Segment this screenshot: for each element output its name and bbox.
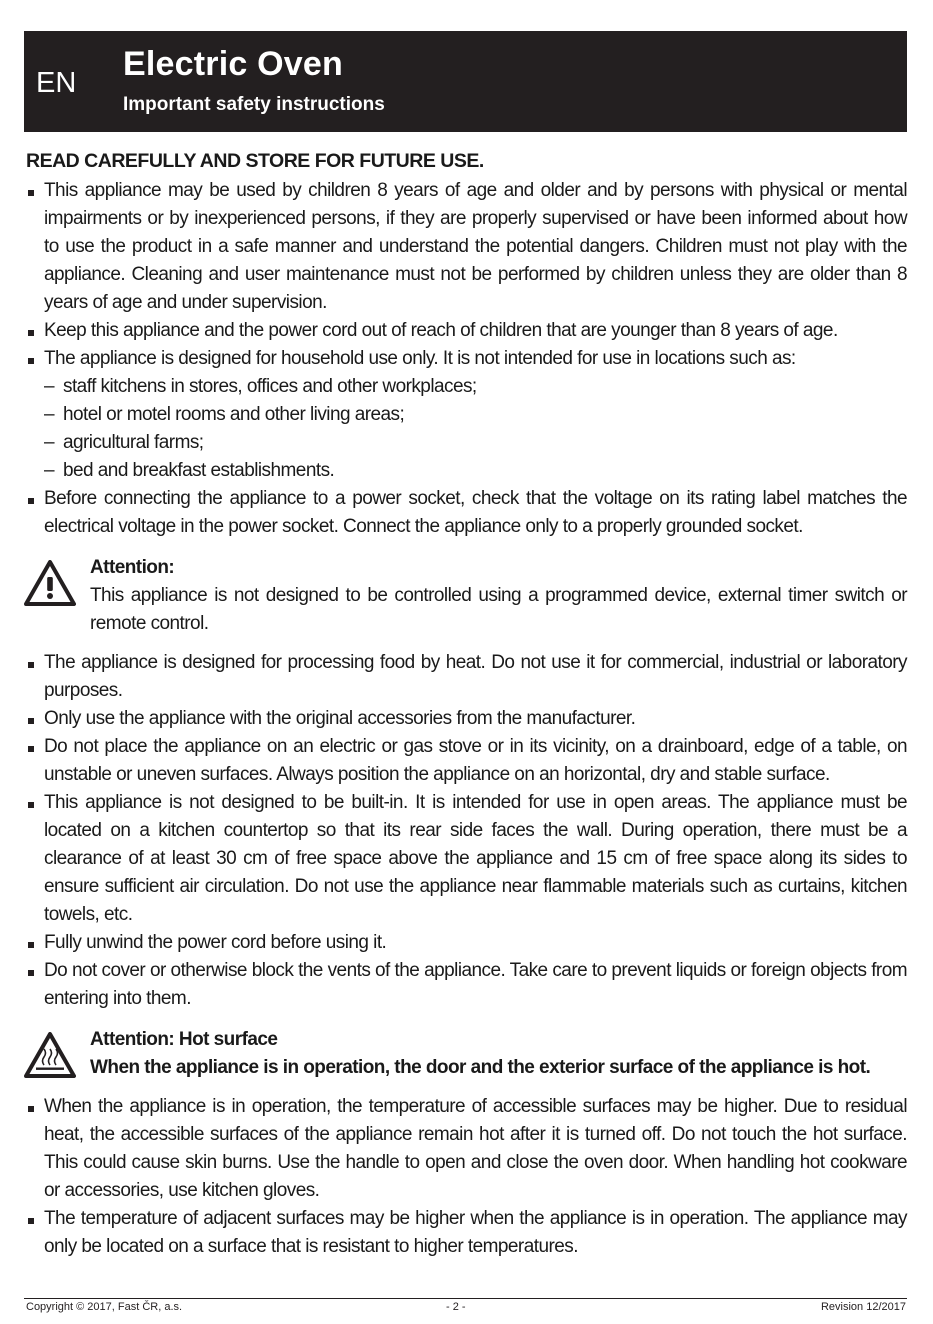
instruction-list-2 — [26, 649, 907, 1013]
language-code: EN — [36, 67, 77, 99]
page-subtitle: Important safety instructions — [123, 94, 385, 115]
location-item: – agricultural farms; — [44, 429, 907, 457]
warning-triangle-icon — [24, 560, 76, 606]
footer-divider — [24, 1298, 907, 1299]
warning-title: Attention: — [90, 557, 175, 578]
instructions-body — [26, 147, 907, 1261]
footer-copyright: Copyright © 2017, Fast ČR, a.s. — [26, 1301, 183, 1313]
hot-surface-warning-icon — [24, 1032, 76, 1078]
instruction-list-3 — [26, 1093, 907, 1261]
list-item: Before connecting the appliance to a power socket, check that the voltage on its rating label matches the electrical voltage in the power socket. Connect the appliance only to a properly grounded socket. — [26, 485, 907, 541]
lead-notice: READ CAREFULLY AND STORE FOR FUTURE USE. — [26, 150, 484, 172]
list-item: Keep this appliance and the power cord out of reach of children that are younger than 8 years of age. — [26, 317, 907, 345]
location-item: – hotel or motel rooms and other living areas; — [44, 401, 907, 429]
list-item: This appliance may be used by children 8 years of age and older and by persons with physical or mental impairments or by inexperienced persons, if they are properly supervised or have been informed about how to use the product in a safe manner and understand the potential dangers. Children must not play with the appliance. Cleaning and user maintenance must not be performed by children unless they are older than 8 years of age and under supervision. — [26, 177, 907, 317]
list-item: Do not place the appliance on an electric or gas stove or in its vicinity, on a drainboard, edge of a table, on unstable or uneven surfaces. Always position the appliance on an horizontal, dry and stable surface. — [26, 733, 907, 789]
instruction-list-1 — [26, 177, 907, 541]
footer-revision: Revision 12/2017 — [820, 1301, 906, 1313]
list-item: The appliance is designed for processing food by heat. Do not use it for commercial, industrial or laboratory purposes. — [26, 649, 907, 705]
location-item: – bed and breakfast establishments. — [44, 457, 907, 485]
warning-title: Attention: Hot surface — [90, 1029, 278, 1050]
list-item: Only use the appliance with the original accessories from the manufacturer. — [26, 705, 907, 733]
list-item-text: The appliance is designed for household use only. It is not intended for use in locations such as: — [44, 348, 796, 369]
warning-text: When the appliance is in operation, the door and the exterior surface of the appliance is hot. — [90, 1057, 871, 1078]
footer-page-number: - 2 - — [446, 1301, 466, 1313]
document-header — [24, 31, 907, 132]
hot-surface-warning — [26, 1026, 907, 1082]
list-item: The temperature of adjacent surfaces may be higher when the appliance is in operation. The appliance may only be located on a surface that is resistant to higher temperatures. — [26, 1205, 907, 1261]
list-item: This appliance is not designed to be built-in. It is intended for use in open areas. The appliance must be located on a kitchen countertop so that its rear side faces the wall. During operation, there must be a clearance of at least 30 cm of free space above the appliance and 15 cm of free space along its sides to ensure sufficient air circulation. Do not use the appliance near flammable materials such as curtains, kitchen towels, etc. — [26, 789, 907, 929]
page-title: Electric Oven — [123, 45, 343, 83]
attention-warning — [26, 554, 907, 638]
list-item: Fully unwind the power cord before using it. — [26, 929, 907, 957]
location-item: – staff kitchens in stores, offices and other workplaces; — [44, 373, 907, 401]
list-item: Do not cover or otherwise block the vents of the appliance. Take care to prevent liquids or foreign objects from entering into them. — [26, 957, 907, 1013]
locations-list — [44, 373, 907, 485]
warning-text: This appliance is not designed to be controlled using a programmed device, external timer switch or remote control. — [90, 585, 907, 634]
list-item: When the appliance is in operation, the temperature of accessible surfaces may be higher. Due to residual heat, the accessible surfaces of the appliance remain hot after it is turned off. Do not touch the hot surface. This could cause skin burns. Use the handle to open and close the oven door. When handling hot cookware or accessories, use kitchen gloves. — [26, 1093, 907, 1205]
list-item — [26, 345, 907, 485]
